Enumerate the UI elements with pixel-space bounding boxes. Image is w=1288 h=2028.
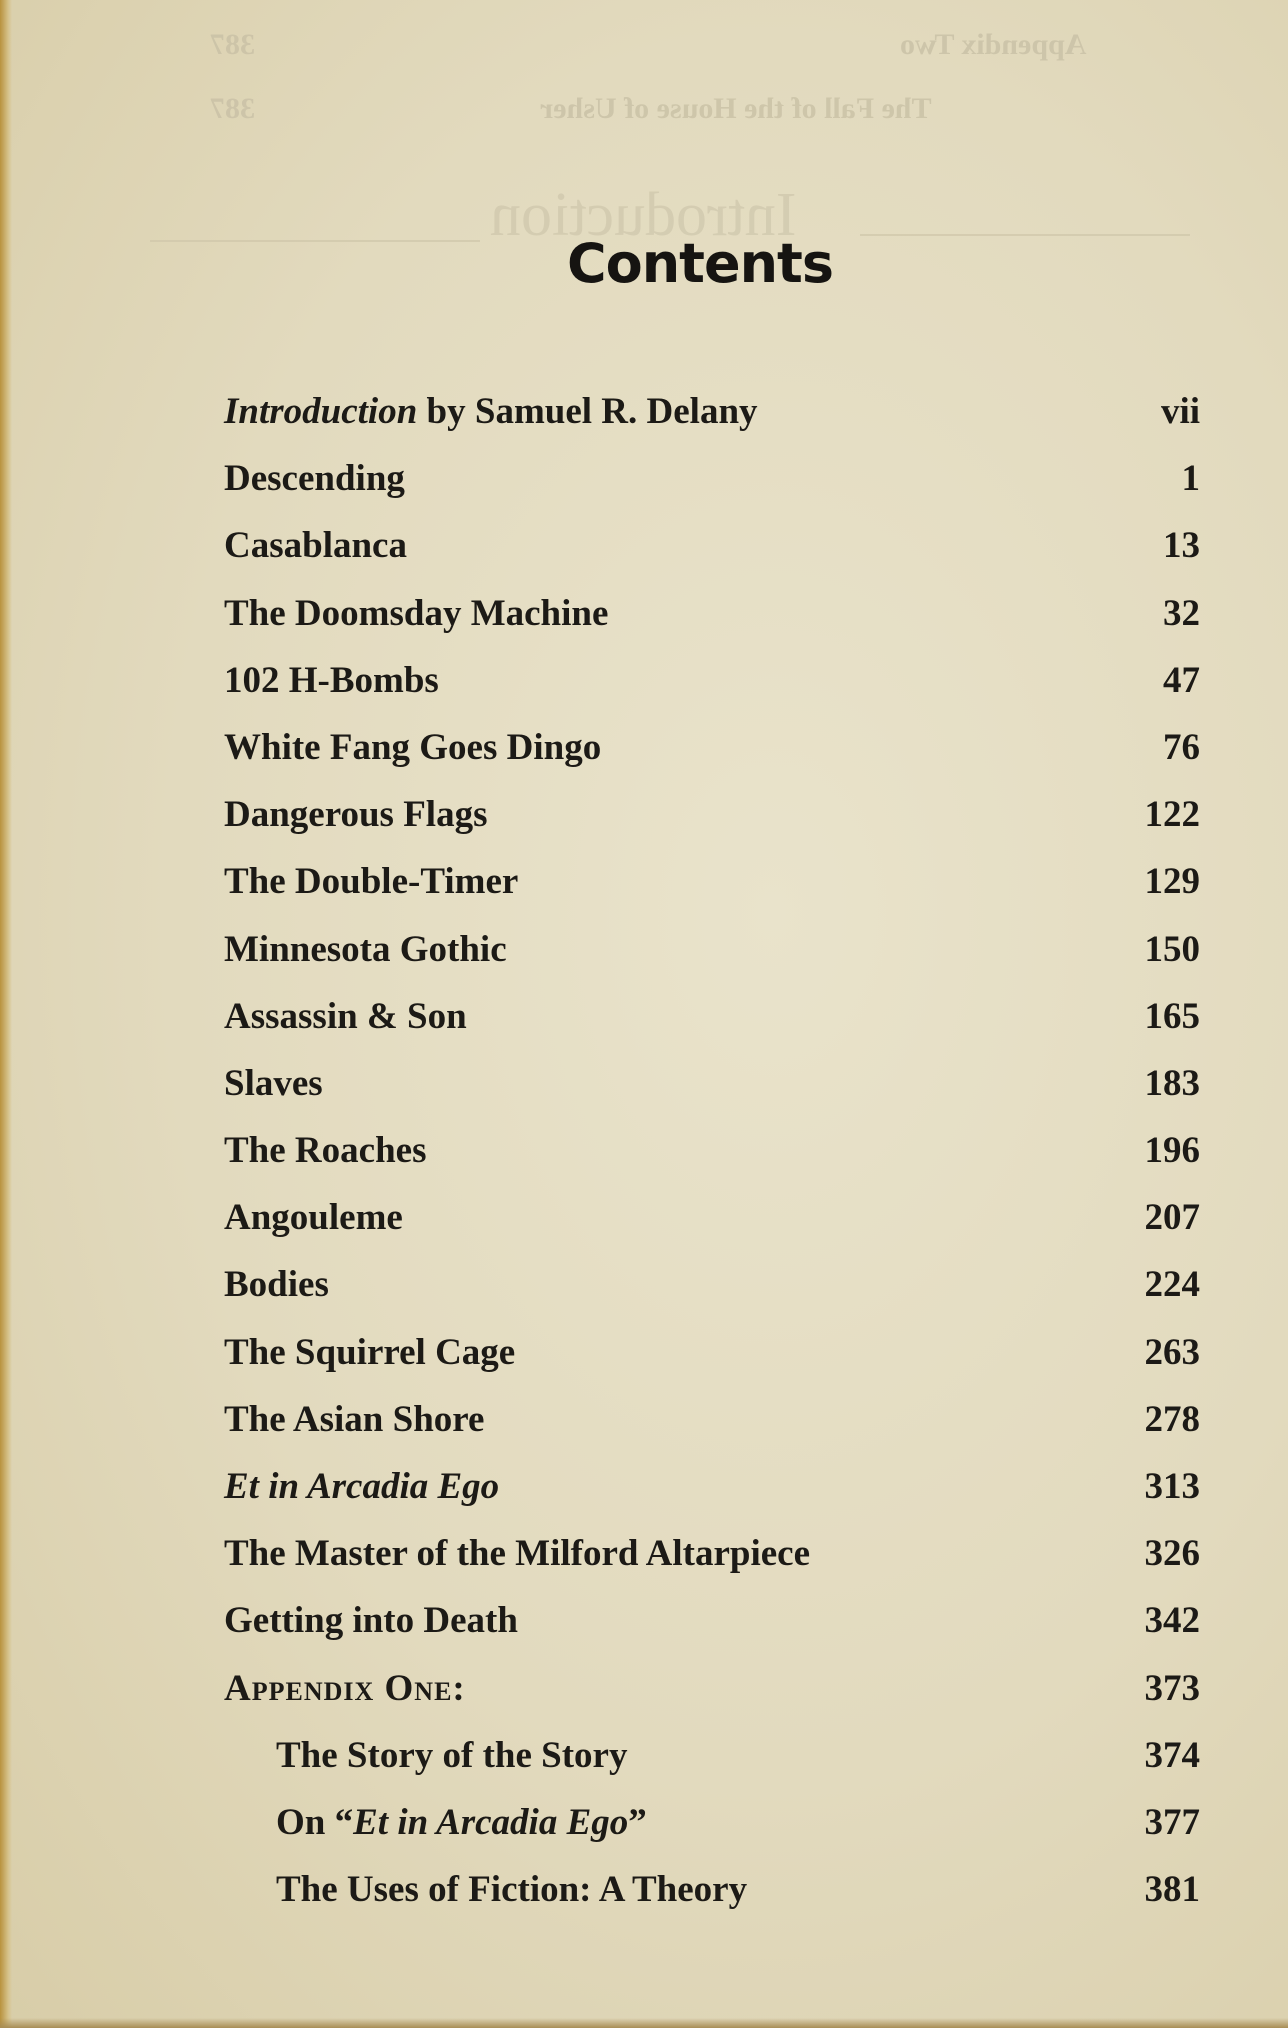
toc-page-number: 47 [1163, 659, 1200, 701]
toc-entry [224, 1196, 1200, 1263]
toc-title-text: 102 H-Bombs [224, 659, 439, 701]
toc-entry-title [224, 1532, 810, 1575]
toc-entry [224, 457, 1200, 524]
toc-entry-title [224, 390, 758, 433]
toc-entry-title [224, 1667, 466, 1710]
toc-title-text: The Uses of Fiction: A Theory [276, 1869, 748, 1911]
toc-title-text: The Story of the Story [276, 1734, 628, 1776]
toc-title-italic: Introduction [224, 391, 418, 432]
toc-title-text: ” [628, 1801, 647, 1843]
toc-page-number: 150 [1144, 928, 1200, 970]
toc-entry [224, 1599, 1200, 1666]
toc-entry-title [224, 1599, 518, 1642]
toc-title-text: Bodies [224, 1264, 329, 1306]
toc-entry [224, 1801, 1200, 1868]
toc-entry-title [224, 1398, 484, 1441]
toc-entry [224, 659, 1200, 726]
toc-page-number: 76 [1163, 726, 1200, 768]
toc-entry-title [224, 524, 407, 567]
toc-title-prefix: On “ [276, 1801, 354, 1843]
toc-entry [224, 928, 1200, 995]
toc-page-number: 122 [1144, 794, 1200, 836]
toc-page-number: 32 [1163, 592, 1200, 634]
bleed-through-line-2: The Fall of the House of Usher [540, 92, 932, 125]
toc-title-text: Casablanca [224, 525, 407, 567]
toc-entry [224, 726, 1200, 793]
bleed-through-page-1: 387 [210, 28, 255, 61]
toc-title-text: by Samuel R. Delany [417, 391, 758, 432]
toc-page-number: 374 [1144, 1734, 1200, 1776]
toc-entry-title [224, 592, 608, 635]
toc-title-text: The Roaches [224, 1130, 427, 1172]
table-of-contents [224, 390, 1200, 1935]
toc-page-number: 377 [1144, 1801, 1200, 1843]
toc-title-text: Descending [224, 458, 405, 500]
toc-page-number: 129 [1144, 861, 1200, 903]
toc-entry [224, 1129, 1200, 1196]
toc-entry-title [224, 659, 439, 702]
toc-page-number: 373 [1144, 1667, 1200, 1709]
toc-entry-title [224, 1129, 426, 1172]
toc-title-text: Dangerous Flags [224, 794, 488, 836]
toc-entry [224, 1868, 1200, 1935]
toc-title-text: White Fang Goes Dingo [224, 726, 602, 768]
toc-entry [224, 1734, 1200, 1801]
toc-entry [224, 860, 1200, 927]
bleed-through-heading: Introduction [490, 181, 797, 249]
toc-page-number: 207 [1144, 1197, 1200, 1239]
page-title: Contents [566, 232, 833, 295]
toc-title-text: Slaves [224, 1062, 323, 1104]
toc-entry [224, 1532, 1200, 1599]
toc-page-number: 165 [1144, 995, 1200, 1037]
toc-entry [224, 1465, 1200, 1532]
toc-page-number: 263 [1144, 1331, 1200, 1373]
toc-entry-title [224, 1062, 323, 1105]
toc-entry [224, 995, 1200, 1062]
toc-page-number: vii [1160, 391, 1200, 432]
toc-entry [224, 793, 1200, 860]
toc-title-text: Assassin & Son [224, 995, 467, 1037]
toc-entry-title [224, 1801, 647, 1844]
toc-title-text: The Master of the Milford Altarpiece [224, 1533, 811, 1575]
bleed-through-page-2: 387 [210, 92, 255, 125]
toc-entry [224, 1331, 1200, 1398]
page-gutter-edge [0, 0, 12, 2028]
toc-entry-title [224, 793, 487, 836]
toc-title-italic: Et in Arcadia Ego [224, 1466, 500, 1507]
toc-page-number: 313 [1144, 1466, 1200, 1507]
toc-page-number: 1 [1181, 458, 1200, 500]
toc-entry-title [224, 1734, 627, 1777]
toc-entry [224, 524, 1200, 591]
toc-entry [224, 1667, 1200, 1734]
toc-entry-title [224, 1331, 515, 1374]
toc-page-number: 224 [1144, 1264, 1200, 1306]
toc-title-smallcaps: Appendix One: [224, 1667, 466, 1709]
bleed-through-line-1: Appendix Two [900, 28, 1087, 61]
toc-entry-title [224, 928, 507, 971]
toc-entry-title [224, 1868, 747, 1911]
toc-entry [224, 592, 1200, 659]
toc-title-text: Getting into Death [224, 1600, 518, 1642]
toc-page-number: 326 [1144, 1533, 1200, 1575]
toc-page-number: 381 [1144, 1869, 1200, 1911]
toc-entry-title [224, 457, 405, 500]
toc-page-number: 196 [1144, 1130, 1200, 1172]
toc-entry-title [224, 1263, 329, 1306]
toc-entry [224, 1263, 1200, 1330]
toc-page-number: 278 [1144, 1398, 1200, 1440]
toc-entry-title [224, 726, 601, 769]
toc-title-text: The Asian Shore [224, 1398, 485, 1440]
toc-page-number: 183 [1144, 1062, 1200, 1104]
toc-entry-title [224, 995, 467, 1038]
toc-title-italic: Et in Arcadia Ego [353, 1801, 629, 1843]
toc-title-text: The Double-Timer [224, 861, 519, 903]
toc-title-text: The Doomsday Machine [224, 592, 609, 634]
page-bottom-edge [0, 2018, 1288, 2028]
toc-entry [224, 1398, 1200, 1465]
toc-title-text: Angouleme [224, 1197, 403, 1239]
toc-entry [224, 390, 1200, 457]
toc-entry-title [224, 1196, 403, 1239]
toc-page-number: 13 [1163, 525, 1200, 567]
toc-entry-title [224, 860, 518, 903]
toc-title-text: The Squirrel Cage [224, 1331, 516, 1373]
toc-entry-title [224, 1465, 499, 1508]
toc-entry [224, 1062, 1200, 1129]
toc-title-text: Minnesota Gothic [224, 928, 507, 970]
toc-page-number: 342 [1144, 1600, 1200, 1642]
